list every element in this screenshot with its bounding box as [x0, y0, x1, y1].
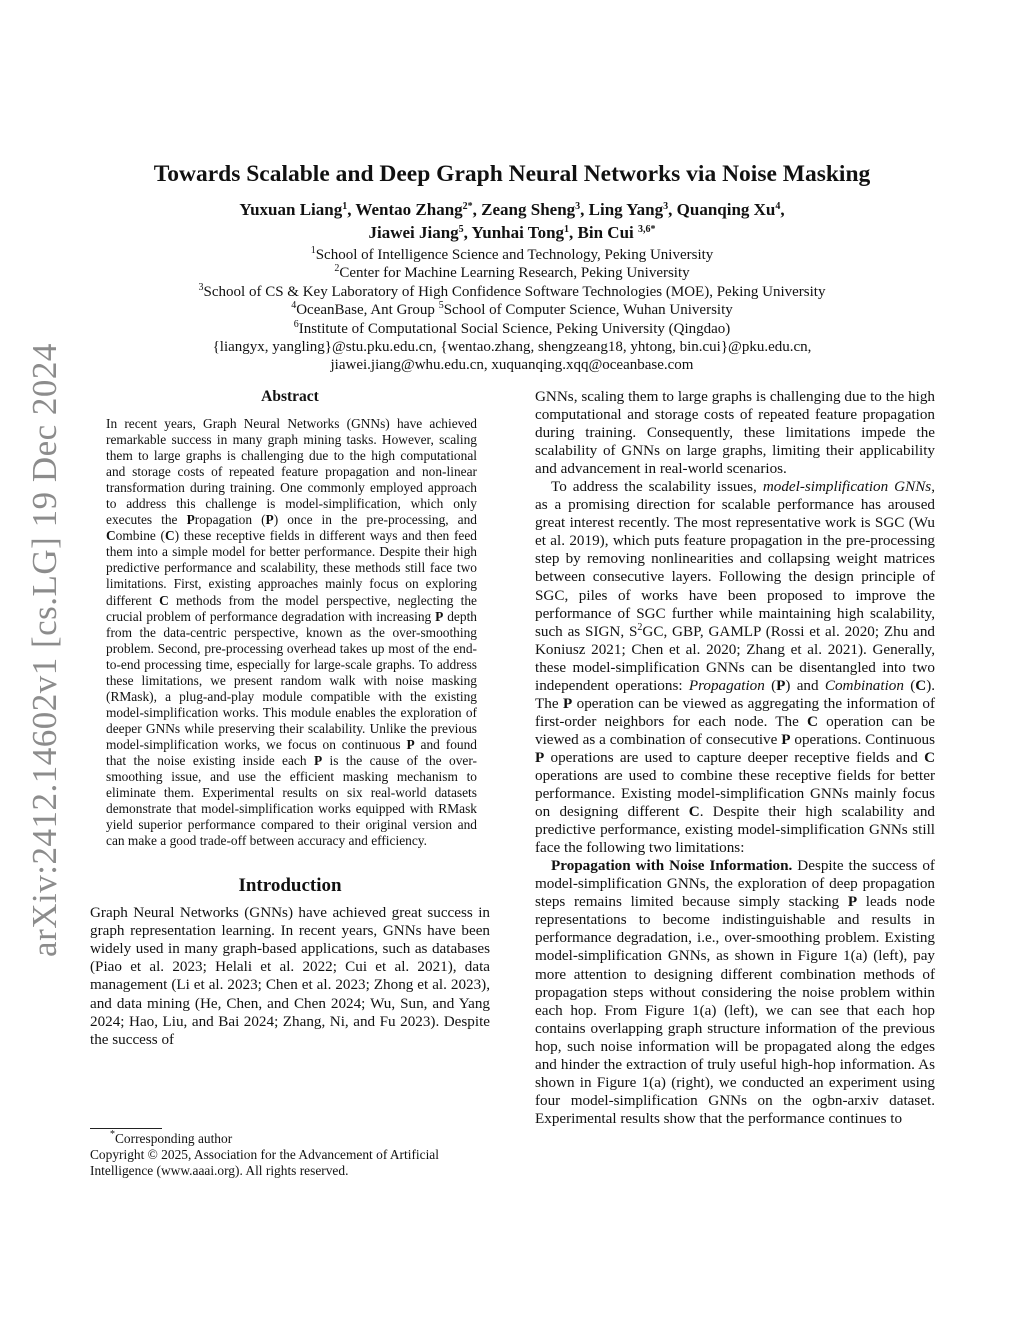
para-bold: P	[776, 676, 786, 694]
paper-title: Towards Scalable and Deep Graph Neural Networks via Noise Masking	[153, 161, 871, 187]
abstract-heading: Abstract	[261, 388, 319, 405]
para-text: To address the scalability issues,	[551, 478, 763, 496]
affiliation-4-5	[90, 301, 934, 319]
para-text: ) and	[785, 676, 825, 694]
para-bold: P	[535, 748, 545, 766]
para-bold: C	[924, 748, 935, 766]
affiliation-sup: 5	[438, 300, 444, 312]
author-sup: 2*	[462, 201, 473, 212]
email-line-2: jiawei.jiang@whu.edu.cn, xuquanqing.xqq@oceanbase.com	[330, 357, 694, 374]
abstract-bold: P	[406, 736, 415, 752]
affiliation-text: School of Intelligence Science and Technology, Peking University	[315, 247, 714, 263]
author-line-1: Yuxuan Liang$^1$, Wentao Zhang$^{2*}$, Zeang Sheng$^3$, Ling Yang$^3$, Quanqing Xu$^4$,	[239, 200, 785, 219]
affiliation-sup: 1	[310, 245, 316, 256]
para-text: (	[764, 676, 777, 694]
arxiv-stamp-text: arXiv:2412.14602v1 [cs.LG] 19 Dec 2024	[25, 343, 65, 957]
abstract-bold: C	[165, 528, 175, 544]
abstract-text: depth from the data-centric perspective, known as the over-smoothing problem. Second, pre-processing overhead takes up most of the end-to-end processing time, especially for large-scale graphs. To address these limitations, we present random walk with noise masking (RMask), a plug-and-play module compatible with the existing model-simplification works. This module enables the exploration of deeper GNNs while preserving their scalability. Unlike the previous model-simplification works, we focus on continuous	[106, 608, 477, 752]
abstract-text: ) these receptive fields in different ways and then feed them into a simple model for better performance. Despite their high predictive performance and scalability, these methods still face two limitations. First, existing approaches mainly focus on exploring different	[106, 528, 477, 608]
affiliation-2	[90, 264, 934, 282]
abstract-bold: P	[435, 608, 444, 624]
author-name: Yunhai Tong	[471, 223, 565, 242]
abstract-bold: C	[106, 528, 116, 544]
affiliation-text: OceanBase, Ant Group	[296, 302, 439, 319]
copyright-notice: Copyright © 2025, Association for the Advancement of Artificial Intelligence (www.aaai.org). All rights reserved.	[90, 1147, 439, 1178]
abstract-text: is the cause of the over-smoothing issue, and use the efficient masking mechanism to eliminate them. Experimental results on six real-world datasets demonstrate that model-simplification works equipped with RMask yield superior performance compared to their original version and can make a good trade-off between accuracy and efficiency.	[106, 752, 477, 849]
para-italic: Combination	[824, 676, 904, 694]
para-bold: C	[807, 712, 818, 730]
author-sup: 5	[458, 224, 464, 235]
author-sup: 1	[564, 224, 570, 235]
author-line-2: Jiawei Jiang$^5$, Yunhai Tong$^1$, Bin Cui $^{3,6*}$	[368, 223, 656, 242]
paper-header	[90, 158, 934, 375]
para-bold: P	[847, 893, 858, 911]
abstract-bold: C	[159, 592, 169, 608]
author-name: Ling Yang	[588, 200, 664, 219]
para-text: (	[903, 676, 916, 694]
footnote-text: Corresponding author	[115, 1131, 233, 1146]
para-text: . Despite their high scalability and predictive performance, existing model-simplification GNNs still face the following two limitations:	[535, 803, 935, 857]
abstract-text: ) once in the pre-processing, and	[273, 512, 477, 528]
abstract-body	[106, 416, 477, 849]
para-text: GC, GBP, GAMLP (Rossi et al. 2020; Zhu and Koniusz 2021; Chen et al. 2020; Zhang et al. 2021). Generally, these model-simplification GNNs can be disentangled into two independent operations:	[535, 622, 935, 694]
para-text: , as a promising direction for scalable performance has aroused great interest recently. The most representative work is SGC (Wu et al. 2019), which puts feature propagation in the pre-processing step by removing nonlinearities and collapsing weight matrices between consecutive layers. Following the design principle of SGC, piles of works have been proposed to improve the performance of SGC further while maintaining high scalability, such as SIGN, S	[535, 478, 935, 640]
footnote-mark: *	[110, 1129, 115, 1140]
para-text: operation can be viewed as aggregating the information of first-order neighbors for each node. The	[535, 694, 936, 730]
author-name: Jiawei Jiang	[368, 223, 459, 242]
para-text: ). The	[535, 676, 936, 712]
footnote-corresponding	[90, 1131, 490, 1147]
author-name: Bin Cui	[577, 223, 634, 242]
affiliation-sup: 4	[291, 300, 297, 312]
para-text: operations are used to combine these receptive fields for better performance. Existing model-simplification GNNs mainly focus on designing different	[535, 766, 935, 821]
para-italic: model-simplification GNNs	[762, 478, 932, 496]
affiliation-1	[90, 246, 934, 264]
abstract-text: and found that the noise existing inside each	[106, 736, 477, 768]
abstract-text: methods from the model perspective, neglecting the crucial problem of performance degradation with increasing	[106, 592, 477, 624]
arxiv-identifier-stamp	[20, 343, 70, 957]
abstract-text: ombine (	[115, 528, 165, 544]
affiliation-sup: 6	[293, 318, 299, 330]
author-name: Yuxuan Liang	[239, 200, 343, 219]
para-text: leads node representations to become indistinguishable and results in performance degradation, i.e., over-smoothing problem. Existing model-simplification GNNs, as shown in Figure 1(a) (left), pay more attention to designing different combination methods of propagation steps without considering the noise problem within each hop. From Figure 1(a) (left), we can see that each hop contains overlapping graph structure information of the previous hop, such noise information will be propagated along the edges and hinder the extraction of truly useful high-hop information. As shown in Figure 1(a) (right), we conducted an experiment using four model-simplification GNNs on the ogbn-arxiv dataset. Experimental results show that the performance continues to	[535, 893, 935, 1127]
affiliation-3	[90, 283, 934, 301]
author-sup: 3,6*	[638, 224, 656, 235]
introduction-heading: Introduction	[238, 875, 342, 897]
footnote-rule	[90, 1128, 162, 1129]
footnotes	[90, 1128, 490, 1179]
author-sup: 4	[775, 201, 781, 212]
abstract-text: ropagation (	[194, 512, 266, 528]
body-paragraph-1: GNNs, scaling them to large graphs is challenging due to the high computational and storage costs of repeated feature propagation during training. Consequently, these limitations impede the scalability of GNNs on large graphs, limiting their applicability and advancement in real-world scenarios.	[535, 388, 935, 478]
abstract-bold: P	[186, 512, 195, 528]
author-sup: 1	[342, 201, 348, 212]
affiliation-6	[90, 320, 934, 338]
email-line-1: {liangyx, yangling}@stu.pku.edu.cn, {wentao.zhang, shengzeang18, yhtong, bin.cui}@pku.edu.cn,	[212, 339, 812, 356]
affiliation-sup: 3	[198, 281, 204, 293]
author-name: Wentao Zhang	[355, 200, 463, 219]
abstract-bold: P	[313, 752, 323, 768]
para-text: operations are used to capture deeper receptive fields and	[544, 748, 925, 766]
affiliation-text: School of CS & Key Laboratory of High Confidence Software Technologies (MOE), Peking University	[203, 283, 826, 300]
author-list	[90, 198, 934, 244]
para-sup: 2	[637, 621, 643, 633]
para-bold: C	[688, 803, 700, 821]
para-bold: P	[781, 730, 791, 748]
right-column	[535, 388, 935, 1128]
left-column	[90, 388, 490, 1049]
author-name: Quanqing Xu	[676, 200, 776, 219]
para-italic: Propagation	[688, 676, 765, 694]
body-paragraph-2	[535, 478, 935, 857]
affiliation-text: Institute of Computational Social Science, Peking University (Qingdao)	[298, 320, 731, 337]
affiliation-sup: 2	[334, 263, 340, 275]
introduction-paragraph: Graph Neural Networks (GNNs) have achieved great success in graph representation learning. In recent years, GNNs have been widely used in many graph-based applications, such as databases (Piao et al. 2023; Helali et al. 2022; Cui et al. 2021), data management (Li et al. 2023; Chen et al. 2023; Zhong et al. 2023), and data mining (He, Chen, and Chen 2024; Wu, Sun, and Yang 2024; Hao, Liu, and Bai 2024; Zhang, Ni, and Fu 2023). Despite the success of	[90, 904, 490, 1048]
para-text: operations. Continuous	[790, 730, 935, 748]
para-bold: C	[915, 676, 927, 694]
affiliation-list	[90, 246, 934, 375]
author-sup: 3	[575, 201, 581, 212]
run-in-heading: Propagation with Noise Information.	[551, 857, 793, 875]
affiliation-text: School of Computer Science, Wuhan University	[443, 302, 733, 319]
body-paragraph-3	[535, 857, 935, 1128]
abstract-text: In recent years, Graph Neural Networks (GNNs) have achieved remarkable success in many graph mining tasks. However, scaling them to large graphs is challenging due to the high computational and storage costs of repeated feature propagation and non-linear transformation during training. One commonly employed approach to address this challenge is model-simplification, which only executes the	[106, 416, 477, 528]
para-text: operation can be viewed as a combination of consecutive	[535, 712, 935, 748]
abstract-bold: P	[265, 512, 274, 528]
author-sup: 3	[663, 201, 669, 212]
affiliation-text: Center for Machine Learning Research, Peking University	[339, 265, 690, 282]
para-bold: P	[562, 694, 573, 712]
para-text: Despite the success of model-simplification GNNs, the exploration of deep propagation steps remains limited because simply stacking	[535, 857, 935, 911]
author-name: Zeang Sheng	[481, 200, 576, 219]
